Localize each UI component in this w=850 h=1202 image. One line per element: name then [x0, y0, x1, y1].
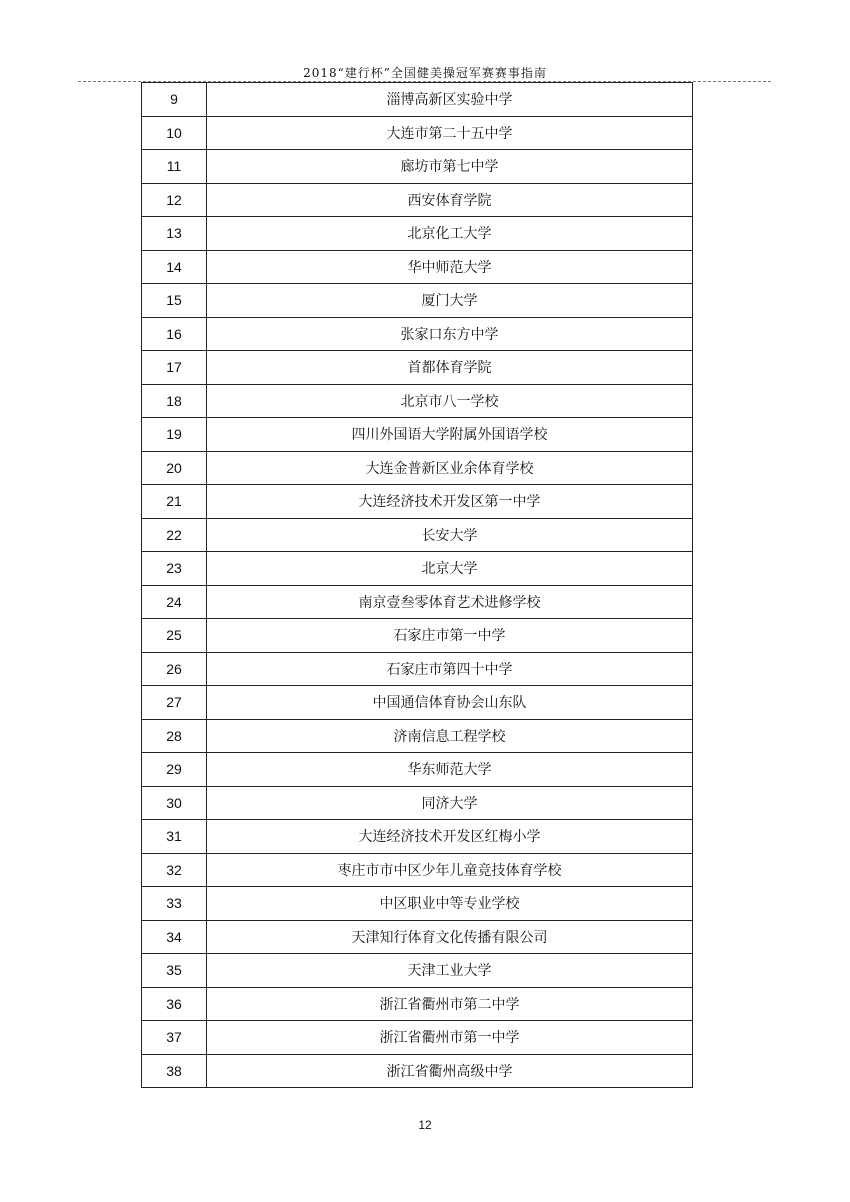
- unit-name: 枣庄市市中区少年儿童竞技体育学校: [207, 853, 693, 887]
- table-row: [142, 284, 693, 318]
- table-row: [142, 887, 693, 921]
- row-number: 18: [142, 384, 207, 418]
- unit-name: 西安体育学院: [207, 183, 693, 217]
- row-number: 38: [142, 1054, 207, 1088]
- table-row: [142, 987, 693, 1021]
- table-row: [142, 351, 693, 385]
- unit-list-table: [141, 82, 693, 1088]
- table-row: [142, 451, 693, 485]
- row-number: 11: [142, 150, 207, 184]
- row-number: 32: [142, 853, 207, 887]
- unit-name: 天津知行体育文化传播有限公司: [207, 920, 693, 954]
- row-number: 30: [142, 786, 207, 820]
- unit-name: 北京市八一学校: [207, 384, 693, 418]
- page-number: 12: [418, 1118, 432, 1132]
- row-number: 28: [142, 719, 207, 753]
- unit-name: 中区职业中等专业学校: [207, 887, 693, 921]
- row-number: 15: [142, 284, 207, 318]
- unit-name: 济南信息工程学校: [207, 719, 693, 753]
- row-number: 17: [142, 351, 207, 385]
- unit-name: 石家庄市第一中学: [207, 619, 693, 653]
- unit-name: 华东师范大学: [207, 753, 693, 787]
- unit-name: 廊坊市第七中学: [207, 150, 693, 184]
- unit-name: 大连经济技术开发区红梅小学: [207, 820, 693, 854]
- table-row: [142, 1054, 693, 1088]
- unit-name: 同济大学: [207, 786, 693, 820]
- table-row: [142, 652, 693, 686]
- unit-name: 厦门大学: [207, 284, 693, 318]
- unit-name: 浙江省衢州市第二中学: [207, 987, 693, 1021]
- row-number: 20: [142, 451, 207, 485]
- table-row: [142, 518, 693, 552]
- unit-name: 中国通信体育协会山东队: [207, 686, 693, 720]
- row-number: 37: [142, 1021, 207, 1055]
- unit-name: 大连市第二十五中学: [207, 116, 693, 150]
- unit-name: 大连金普新区业余体育学校: [207, 451, 693, 485]
- unit-name: 南京壹叁零体育艺术进修学校: [207, 585, 693, 619]
- row-number: 19: [142, 418, 207, 452]
- unit-name: 浙江省衢州高级中学: [207, 1054, 693, 1088]
- row-number: 14: [142, 250, 207, 284]
- table-row: [142, 150, 693, 184]
- unit-name: 张家口东方中学: [207, 317, 693, 351]
- table-row: [142, 1021, 693, 1055]
- table-row: [142, 418, 693, 452]
- row-number: 31: [142, 820, 207, 854]
- unit-name: 浙江省衢州市第一中学: [207, 1021, 693, 1055]
- row-number: 16: [142, 317, 207, 351]
- table-row: [142, 83, 693, 117]
- table-row: [142, 585, 693, 619]
- table-row: [142, 954, 693, 988]
- row-number: 27: [142, 686, 207, 720]
- row-number: 33: [142, 887, 207, 921]
- table-row: [142, 217, 693, 251]
- table-row: [142, 786, 693, 820]
- table-row: [142, 853, 693, 887]
- row-number: 35: [142, 954, 207, 988]
- unit-name: 华中师范大学: [207, 250, 693, 284]
- row-number: 9: [142, 83, 207, 117]
- row-number: 34: [142, 920, 207, 954]
- row-number: 10: [142, 116, 207, 150]
- unit-name: 天津工业大学: [207, 954, 693, 988]
- row-number: 24: [142, 585, 207, 619]
- table-row: [142, 619, 693, 653]
- row-number: 29: [142, 753, 207, 787]
- unit-name: 北京化工大学: [207, 217, 693, 251]
- table-row: [142, 116, 693, 150]
- unit-name: 首都体育学院: [207, 351, 693, 385]
- row-number: 23: [142, 552, 207, 586]
- row-number: 22: [142, 518, 207, 552]
- row-number: 21: [142, 485, 207, 519]
- table-row: [142, 183, 693, 217]
- row-number: 25: [142, 619, 207, 653]
- page-header-title: 2018“建行杯”全国健美操冠军赛赛事指南: [303, 66, 547, 80]
- table-row: [142, 384, 693, 418]
- table-row: [142, 820, 693, 854]
- row-number: 13: [142, 217, 207, 251]
- unit-name: 北京大学: [207, 552, 693, 586]
- unit-list-body: [142, 83, 693, 1088]
- unit-name: 大连经济技术开发区第一中学: [207, 485, 693, 519]
- row-number: 26: [142, 652, 207, 686]
- table-row: [142, 485, 693, 519]
- table-row: [142, 719, 693, 753]
- row-number: 12: [142, 183, 207, 217]
- unit-name: 长安大学: [207, 518, 693, 552]
- unit-name: 四川外国语大学附属外国语学校: [207, 418, 693, 452]
- table-row: [142, 317, 693, 351]
- table-row: [142, 686, 693, 720]
- unit-name: 石家庄市第四十中学: [207, 652, 693, 686]
- unit-name: 淄博高新区实验中学: [207, 83, 693, 117]
- table-row: [142, 753, 693, 787]
- table-row: [142, 250, 693, 284]
- table-row: [142, 552, 693, 586]
- row-number: 36: [142, 987, 207, 1021]
- table-row: [142, 920, 693, 954]
